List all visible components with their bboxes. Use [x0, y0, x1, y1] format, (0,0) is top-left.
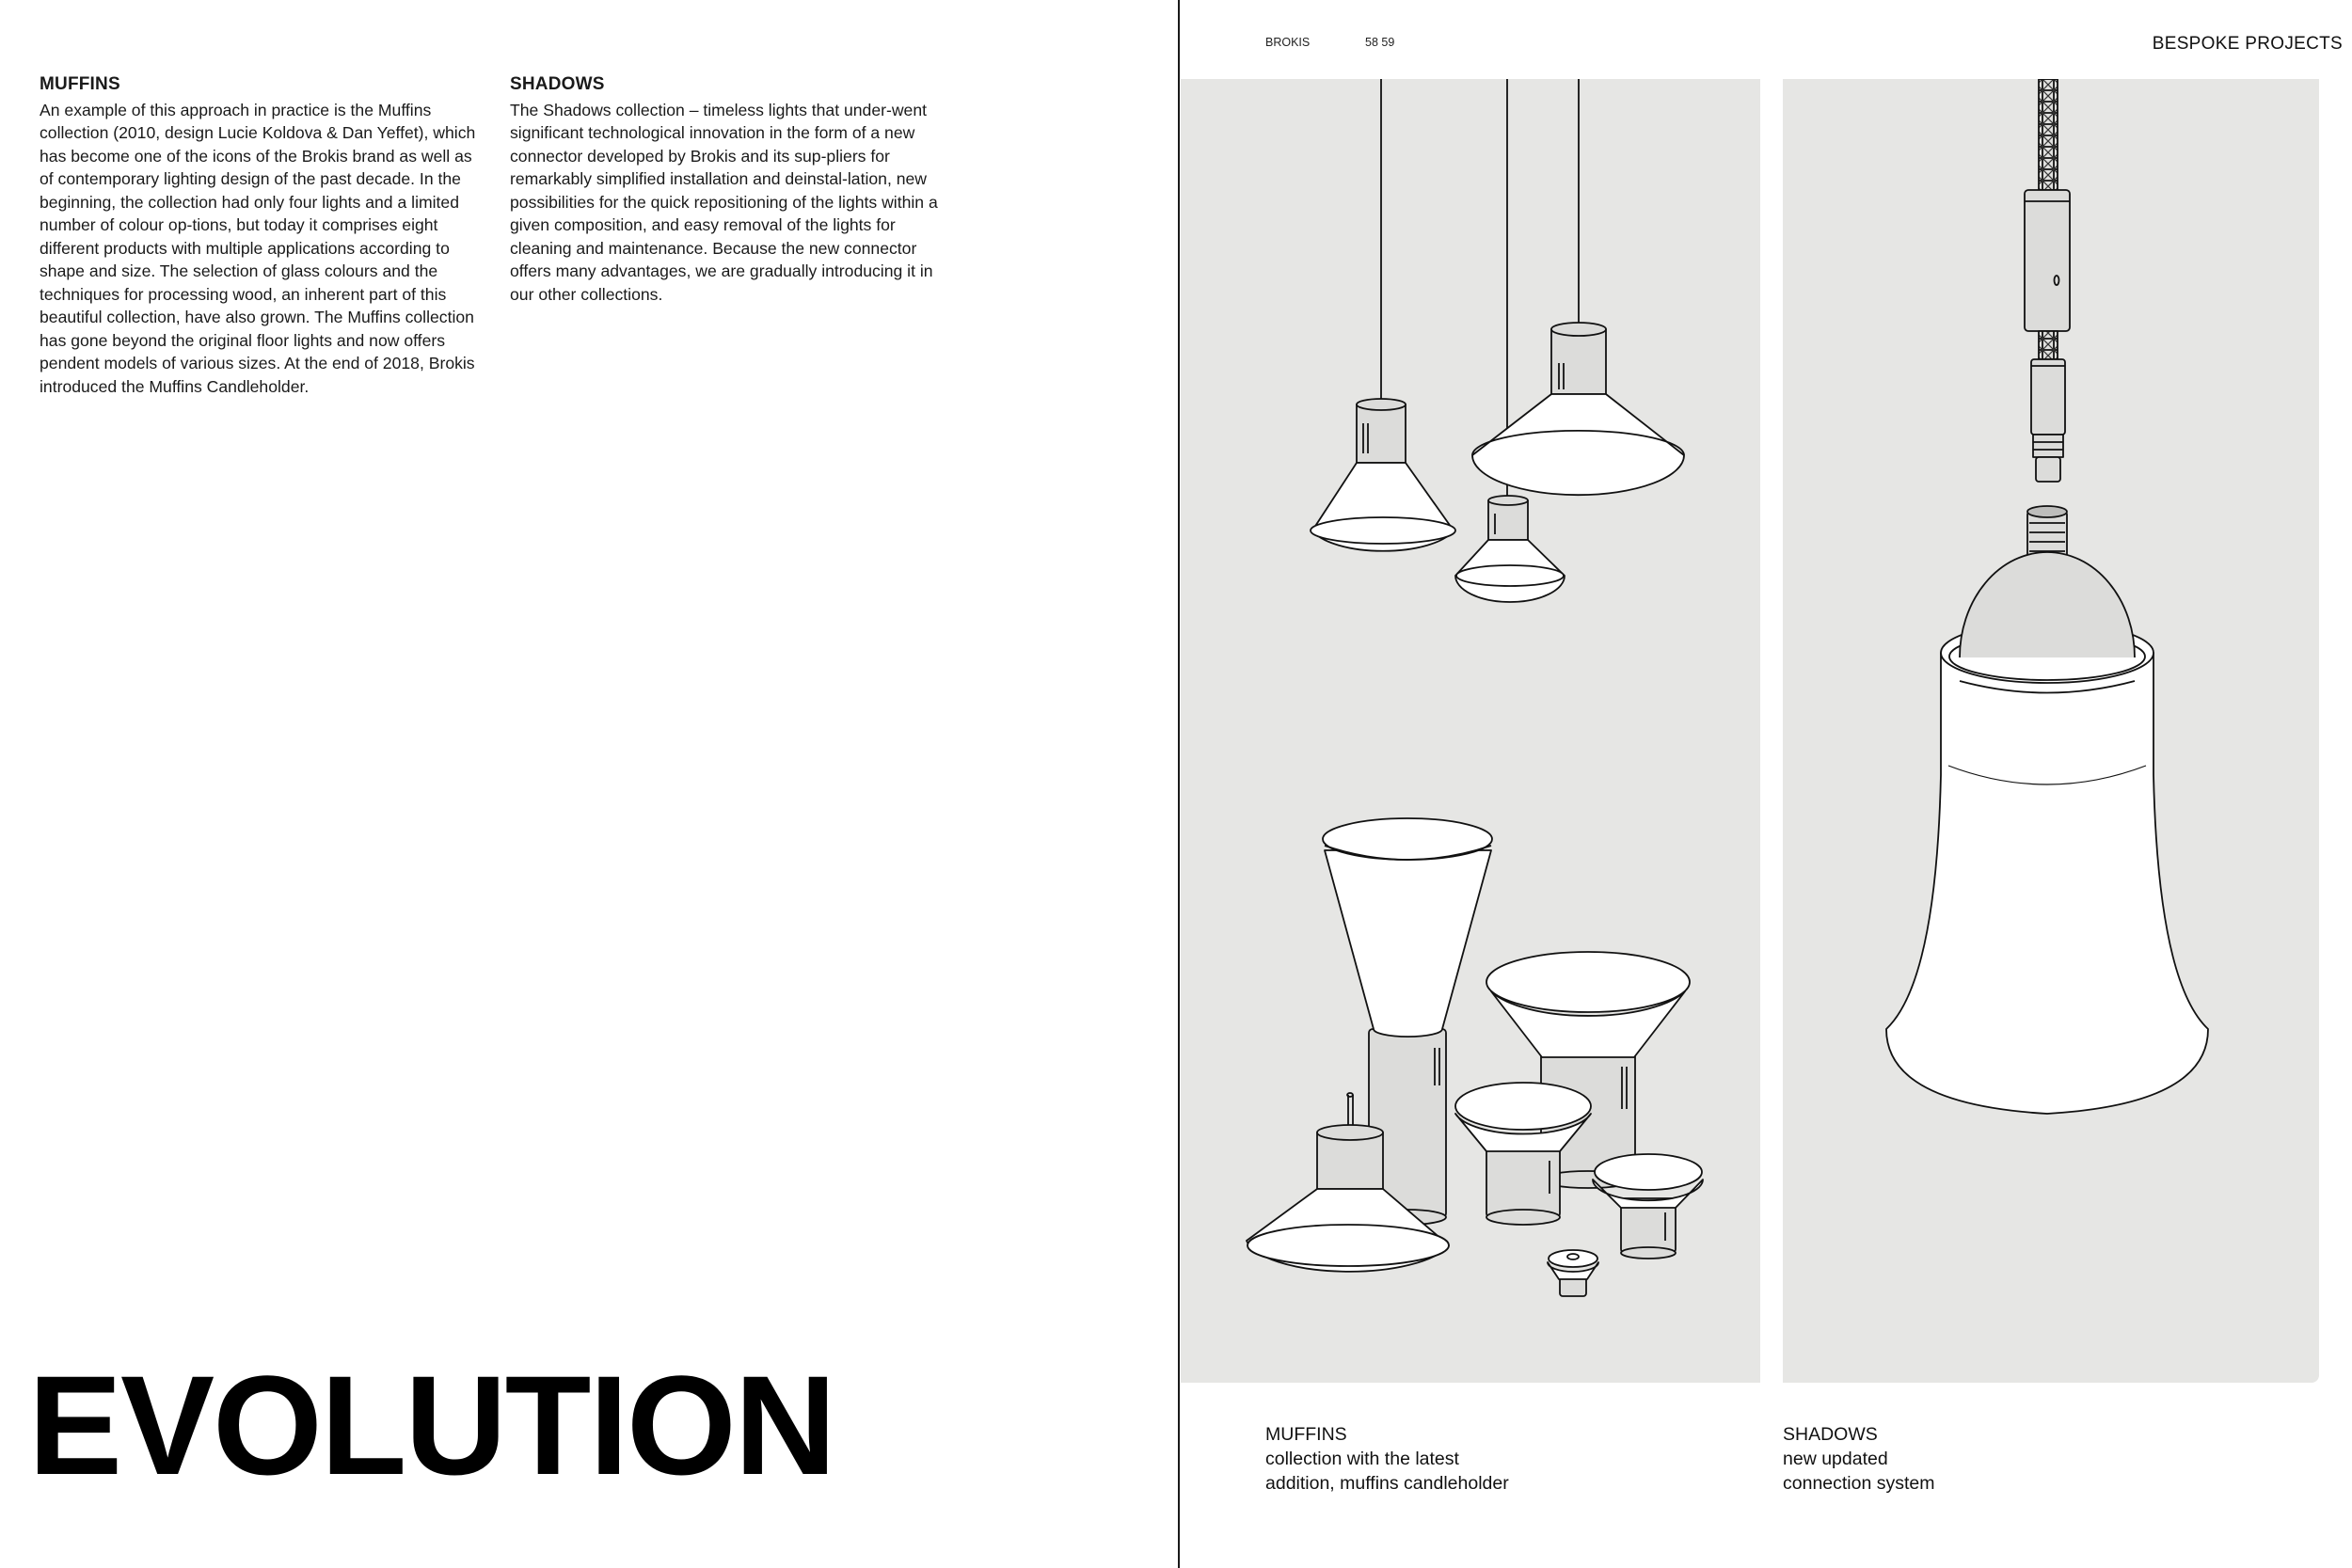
muffins-caption-line2: addition, muffins candleholder — [1265, 1473, 1509, 1494]
connector-sleeve — [2025, 190, 2070, 331]
shadows-lamp-body — [1886, 552, 2208, 1114]
shadows-caption-line1: new updated — [1783, 1449, 1888, 1469]
tiny-lamp — [1548, 1250, 1598, 1296]
shadows-text-column — [510, 73, 957, 306]
muffins-caption — [1265, 1422, 1509, 1496]
connector-plug — [2031, 359, 2065, 482]
shadows-heading: SHADOWS — [510, 74, 605, 94]
section-title: BESPOKE PROJECTS — [2152, 34, 2343, 54]
muffins-body: An example of this approach in practice is the Muffins collection (2010, design Lucie Koldova & Dan Yeffet), which has become one of the icons of the Brokis brand as well as of contemporary lighting design of the past decade. In the beginning, the collection had only four lights and a limited number of colour op-tions, but today it comprises eight different products with multiple applications according to shape and size. The selection of glass colours and the techniques for processing wood, an inherent part of this beautiful collection, have also grown. The Muffins collection has gone beyond the original floor lights and now offers pendent models of various sizes. At the end of 2018, Brokis introduced the Muffins Candleholder. — [40, 100, 476, 396]
braided-cable — [2039, 79, 2058, 190]
muffins-caption-title: MUFFINS — [1265, 1424, 1347, 1445]
page-numbers: 58 59 — [1365, 36, 1395, 49]
muffins-illustration-panel — [1181, 79, 1760, 1383]
shadows-caption — [1783, 1422, 1935, 1496]
table-lamp-mini — [1593, 1154, 1703, 1259]
evolution-title: EVOLUTION — [28, 1346, 835, 1504]
pendant-lamp-mini — [1455, 496, 1565, 602]
spine-divider — [1178, 0, 1180, 1568]
muffins-text-column — [40, 73, 482, 398]
shadows-caption-line2: connection system — [1783, 1473, 1935, 1494]
brand-label: BROKIS — [1265, 36, 1311, 49]
muffins-heading: MUFFINS — [40, 74, 120, 94]
shadows-illustration-panel — [1783, 79, 2319, 1383]
shadows-body: The Shadows collection – timeless lights that under-went significant technological innovation in the form of a new connector developed by Brokis and its sup-pliers for remarkably simplified installation and deinstal-lation, new possibilities for the quick repositioning of the lights within a given composition, and easy removal of the lights for cleaning and maintenance. Because the new connector offers many advantages, we are gradually introducing it in our other collections. — [510, 100, 938, 304]
pendant-lamp-small — [1311, 399, 1455, 551]
muffins-caption-line1: collection with the latest — [1265, 1449, 1459, 1469]
muffins-illustration — [1181, 79, 1760, 1383]
shadows-illustration — [1783, 79, 2319, 1383]
shadows-caption-title: SHADOWS — [1783, 1424, 1878, 1445]
pendant-lamp-large — [1472, 323, 1684, 495]
right-page — [1181, 0, 2352, 1568]
